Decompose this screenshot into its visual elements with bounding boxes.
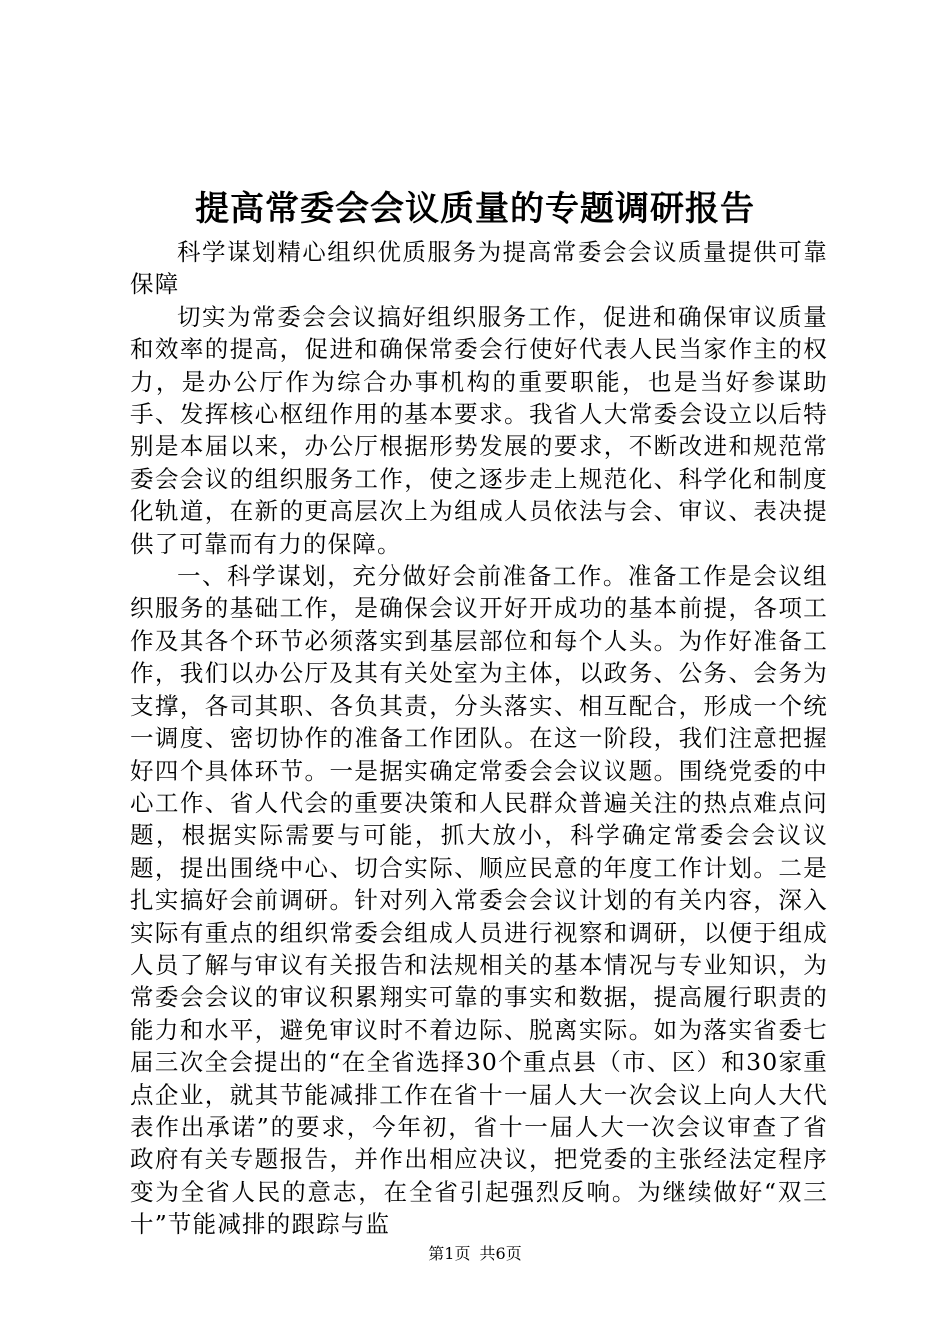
document-body (130, 236, 828, 1241)
page-total: 共6页 (479, 1244, 522, 1263)
paragraph-subtitle: 科学谋划精心组织优质服务为提高常委会会议质量提供可靠保障 (130, 238, 828, 299)
paragraph-section-one: 一、科学谋划，充分做好会前准备工作。准备工作是会议组织服务的基础工作，是确保会议开好开成功的基本前提，各项工作及其各个环节必须落实到基层部位和每个人头。为作好准备工作，我们以办公厅及其有关处室为主体，以政务、公务、会务为支撑，各司其职、各负其责，分头落实、相互配合，形成一个统一调度、密切协作的准备工作团队。在这一阶段，我们注意把握好四个具体环节。一是据实确定常委会会议议题。围绕党委的中心工作、省人代会的重要决策和人民群众普遍关注的热点难点问题，根据实际需要与可能，抓大放小，科学确定常委会会议议题，提出围绕中心、切合实际、顺应民意的年度工作计划。二是扎实搞好会前调研。针对列入常委会会议计划的有关内容，深入实际有重点的组织常委会组成人员进行视察和调研，以便于组成人员了解与审议有关报告和法规相关的基本情况与专业知识，为常委会会议的审议积累翔实可靠的事实和数据，提高履行职责的能力和水平，避免审议时不着边际、脱离实际。如为落实省委七届三次全会提出的“在全省选择30个重点县（市、区）和30家重点企业，就其节能减排工作在省十一届人大一次会议上向人大代表作出承诺”的要求，今年初，省十一届人大一次会议审查了省政府有关专题报告，并作出相应决议，把党委的主张经法定程序变为全省人民的意志，在全省引起强烈反响。为继续做好“双三十”节能减排的跟踪与监 (130, 562, 828, 1239)
page-number: 第1页 (428, 1244, 471, 1263)
paragraph-intro: 切实为常委会会议搞好组织服务工作，促进和确保审议质量和效率的提高，促进和确保常委会行使好代表人民当家作主的权力，是办公厅作为综合办事机构的重要职能，也是当好参谋助手、发挥核心枢纽作用的基本要求。我省人大常委会设立以后特别是本届以来，办公厅根据形势发展的要求，不断改进和规范常委会会议的组织服务工作，使之逐步走上规范化、科学化和制度化轨道，在新的更高层次上为组成人员依法与会、审议、表决提供了可靠而有力的保障。 (130, 302, 828, 558)
page-footer (0, 1243, 950, 1265)
document-title: 提高常委会会议质量的专题调研报告 (195, 189, 755, 229)
